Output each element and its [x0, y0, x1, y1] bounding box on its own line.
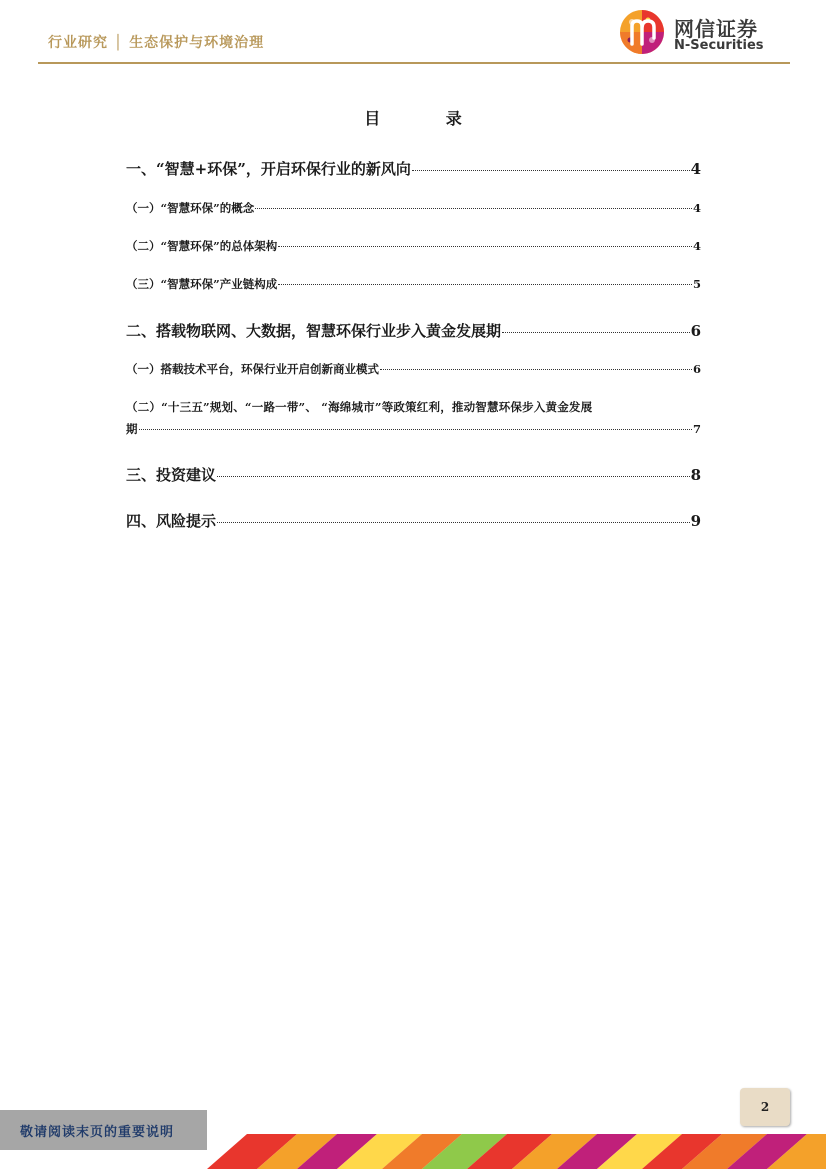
toc-entry-text-line2: 期 — [126, 422, 138, 436]
toc-entry-page: 4 — [690, 160, 701, 178]
toc-entry-text: （三）“智慧环保”产业链构成 — [126, 277, 278, 291]
toc-entry[interactable] — [126, 510, 701, 531]
toc-leader-dots — [217, 476, 690, 477]
toc-entry-text: 二、搭载物联网、大数据，智慧环保行业步入黄金发展期 — [126, 322, 502, 340]
toc-entry-page: 6 — [692, 362, 701, 376]
toc-entry[interactable] — [126, 276, 701, 292]
toc-entry-text: （一）“智慧环保”的概念 — [126, 201, 255, 215]
toc-entry-page: 9 — [690, 512, 701, 530]
toc-title: 目 录 — [364, 109, 492, 128]
toc-entry[interactable] — [126, 158, 701, 179]
toc-entry-page: 4 — [692, 239, 701, 253]
footer-notice: 敬请阅读末页的重要说明 — [20, 1125, 175, 1140]
toc-entry-text: 三、投资建议 — [126, 466, 217, 484]
toc-entry[interactable] — [126, 200, 701, 216]
header-divider — [38, 62, 790, 64]
logo-chinese-name: 网信证券 — [674, 17, 758, 41]
logo-mosaic-icon — [618, 8, 666, 56]
header-subject: 生态保护与环境治理 — [129, 35, 265, 51]
toc-leader-dots — [139, 429, 692, 430]
toc-entry-page: 7 — [692, 422, 701, 436]
toc-entry-text: （二）“智慧环保”的总体架构 — [126, 239, 278, 253]
header-category-label: 行业研究 — [48, 35, 108, 51]
header-separator: │ — [113, 35, 124, 51]
logo-english-name: N-Securities — [674, 38, 764, 53]
toc-entry[interactable] — [126, 320, 701, 341]
company-logo — [618, 8, 793, 58]
toc-leader-dots — [217, 522, 690, 523]
toc-leader-dots — [278, 246, 692, 247]
toc-entry[interactable] — [126, 361, 701, 377]
toc-leader-dots — [380, 369, 692, 370]
toc-entry-text: 四、风险提示 — [126, 512, 217, 530]
toc-leader-dots — [412, 170, 690, 171]
header-category — [48, 32, 264, 52]
toc-entry-page: 8 — [690, 466, 701, 484]
toc-leader-dots — [255, 208, 692, 209]
toc-entry-text-line1[interactable]: （二）“十三五”规划、“一路一带”、 “海绵城市”等政策红利，推动智慧环保步入黄金发展 — [126, 400, 593, 414]
footer-decorative-stripe — [207, 1134, 826, 1169]
toc-entry-text: （一）搭载技术平台，环保行业开启创新商业模式 — [126, 362, 379, 376]
toc-entry-page: 6 — [690, 322, 701, 340]
toc-entry-text: 一、“智慧+环保”，开启环保行业的新风向 — [126, 160, 411, 178]
toc-leader-dots — [278, 284, 692, 285]
toc-entry-page: 5 — [692, 277, 701, 291]
toc-entry-page: 4 — [692, 201, 701, 215]
page-number-badge: 2 — [740, 1088, 790, 1126]
toc-leader-dots — [502, 332, 690, 333]
toc-entry[interactable] — [126, 421, 701, 437]
toc-entry[interactable] — [126, 464, 701, 485]
toc-entry[interactable] — [126, 238, 701, 254]
